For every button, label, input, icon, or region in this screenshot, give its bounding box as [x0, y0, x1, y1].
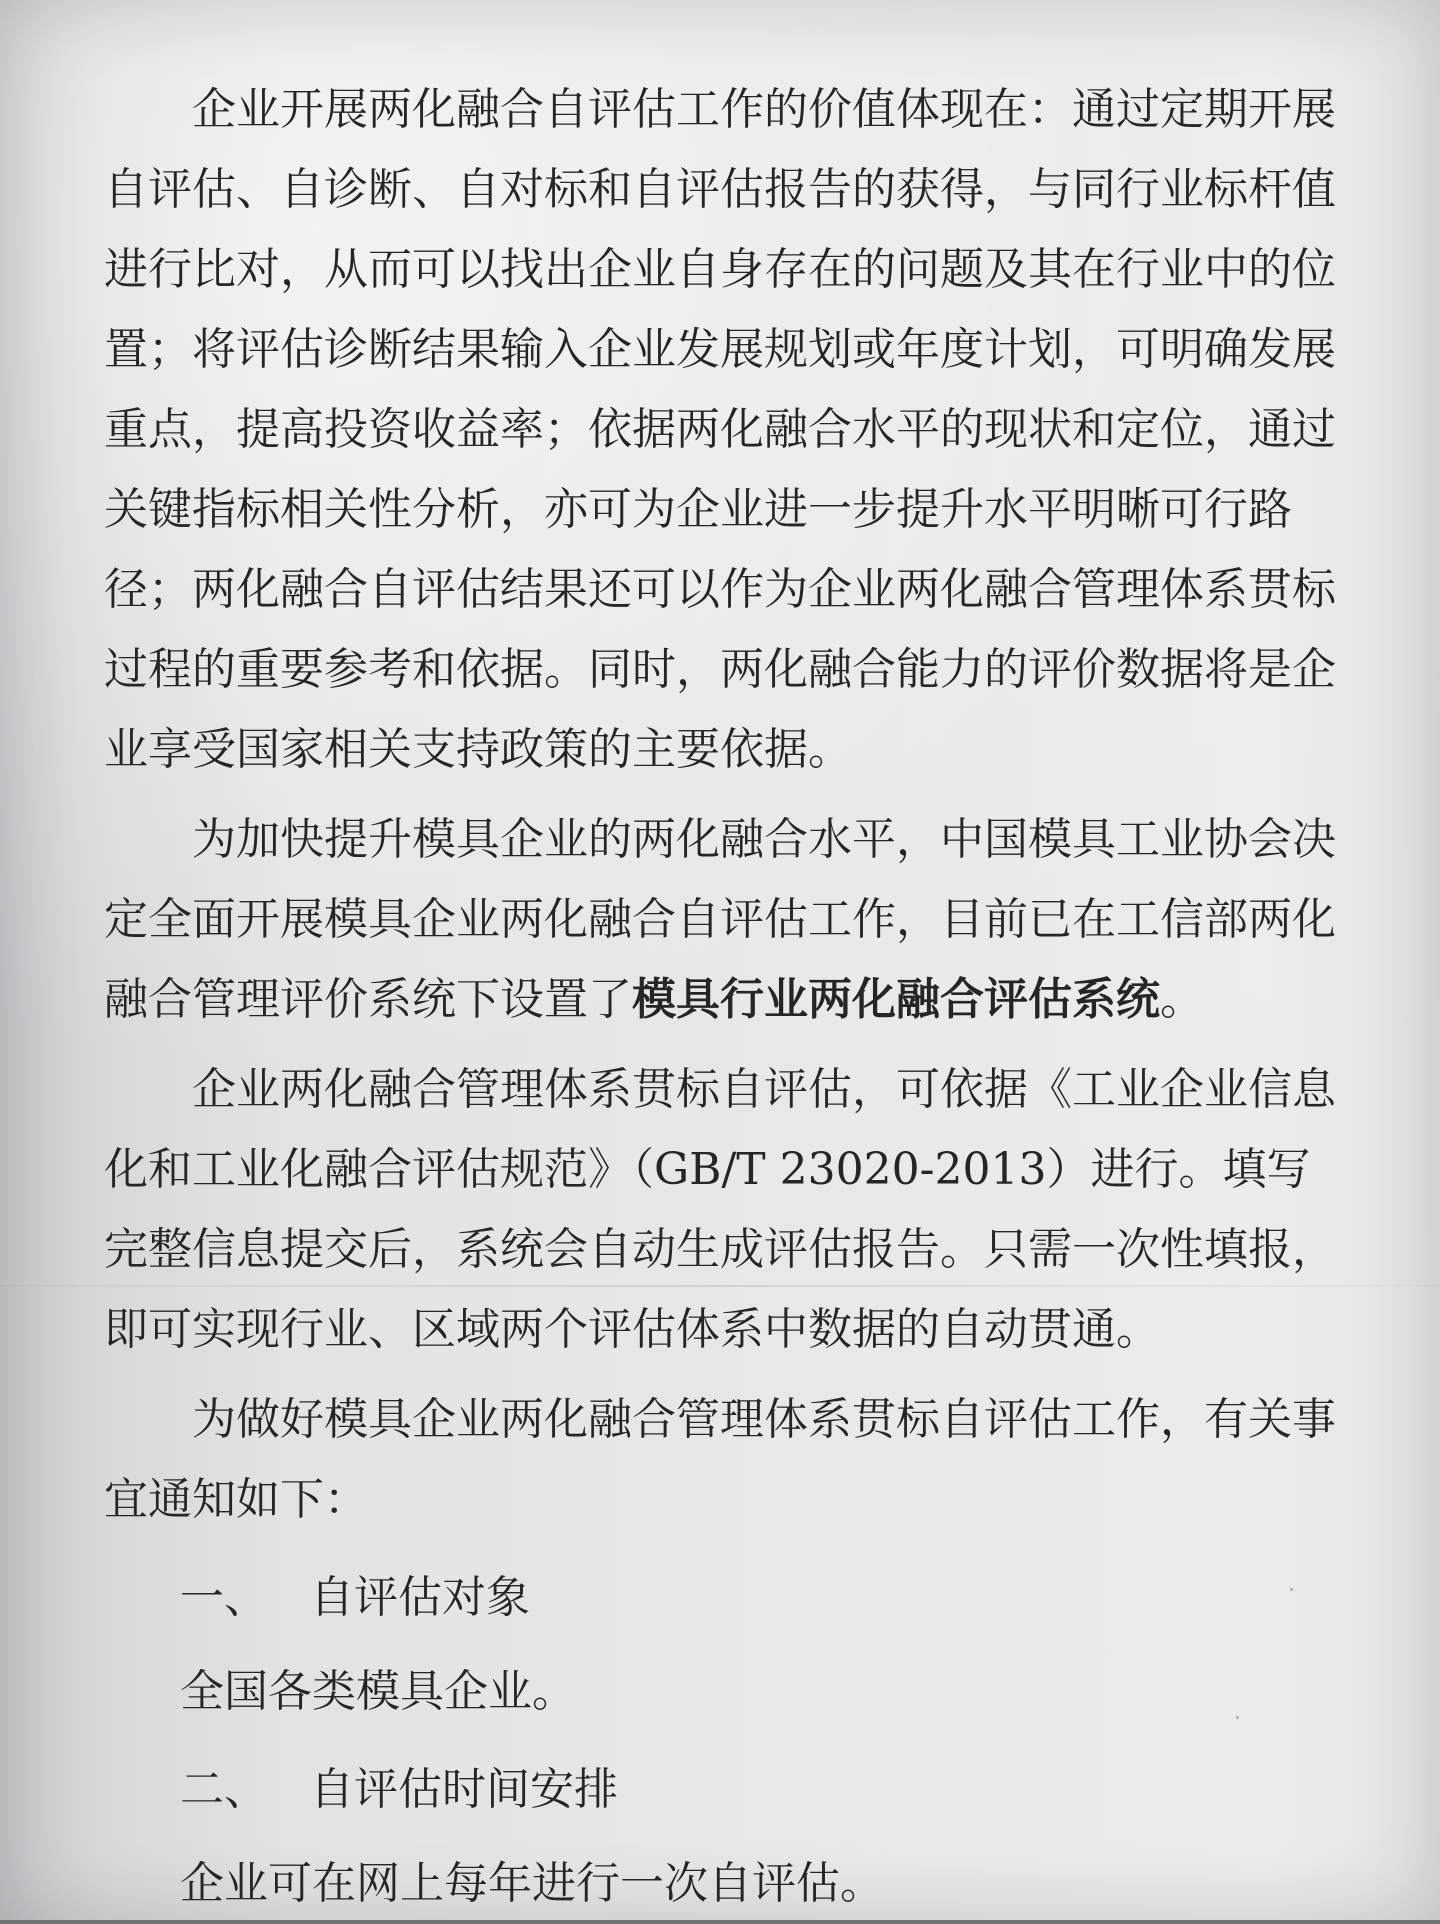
paragraph-4: 为做好模具企业两化融合管理体系贯标自评估工作，有关事宜通知如下：	[104, 1394, 1336, 1525]
section-heading-2: 二、 自评估时间安排	[180, 1764, 618, 1815]
document-body	[104, 70, 1354, 1924]
paragraph-3: 企业两化融合管理体系贯标自评估，可依据《工业企业信息化和工业化融合评估规范》（GB/T 23020-2013）进行。填写完整信息提交后，系统会自动生成评估报告。只需一次性填报，即可实现行业、区域两个评估体系中数据的自动贯通。	[104, 1064, 1336, 1355]
paragraph-2-bold-system: 模具行业两化融合评估系统	[632, 974, 1160, 1025]
paragraph-2	[104, 800, 1354, 1040]
paragraph-2-text-after: 。	[1160, 974, 1204, 1025]
paper-speck	[1236, 1716, 1239, 1719]
paragraph-1: 企业开展两化融合自评估工作的价值体现在：通过定期开展自评估、自诊断、自对标和自评估报告的获得，与同行业标杆值进行比对，从而可以找出企业自身存在的问题及其在行业中的位置；将评估诊断结果输入企业发展规划或年度计划，可明确发展重点，提高投资收益率；依据两化融合水平的现状和定位，通过关键指标相关性分析，亦可为企业进一步提升水平明晰可行路径；两化融合自评估结果还可以作为企业两化融合管理体系贯标过程的重要参考和依据。同时，两化融合能力的评价数据将是企业享受国家相关支持政策的主要依据。	[104, 84, 1336, 775]
section-heading-1: 一、 自评估对象	[180, 1572, 530, 1623]
paper-speck	[1290, 1588, 1293, 1591]
section-1-content: 全国各类模具企业。	[180, 1666, 576, 1717]
section-2-content: 企业可在网上每年进行一次自评估。	[180, 1858, 884, 1909]
paragraph-2-text-before: 为加快提升模具企业的两化融合水平，中国模具工业协会决定全面开展模具企业两化融合自评估工作，目前已在工信部两化融合管理评价系统下设置了	[104, 814, 1336, 1025]
